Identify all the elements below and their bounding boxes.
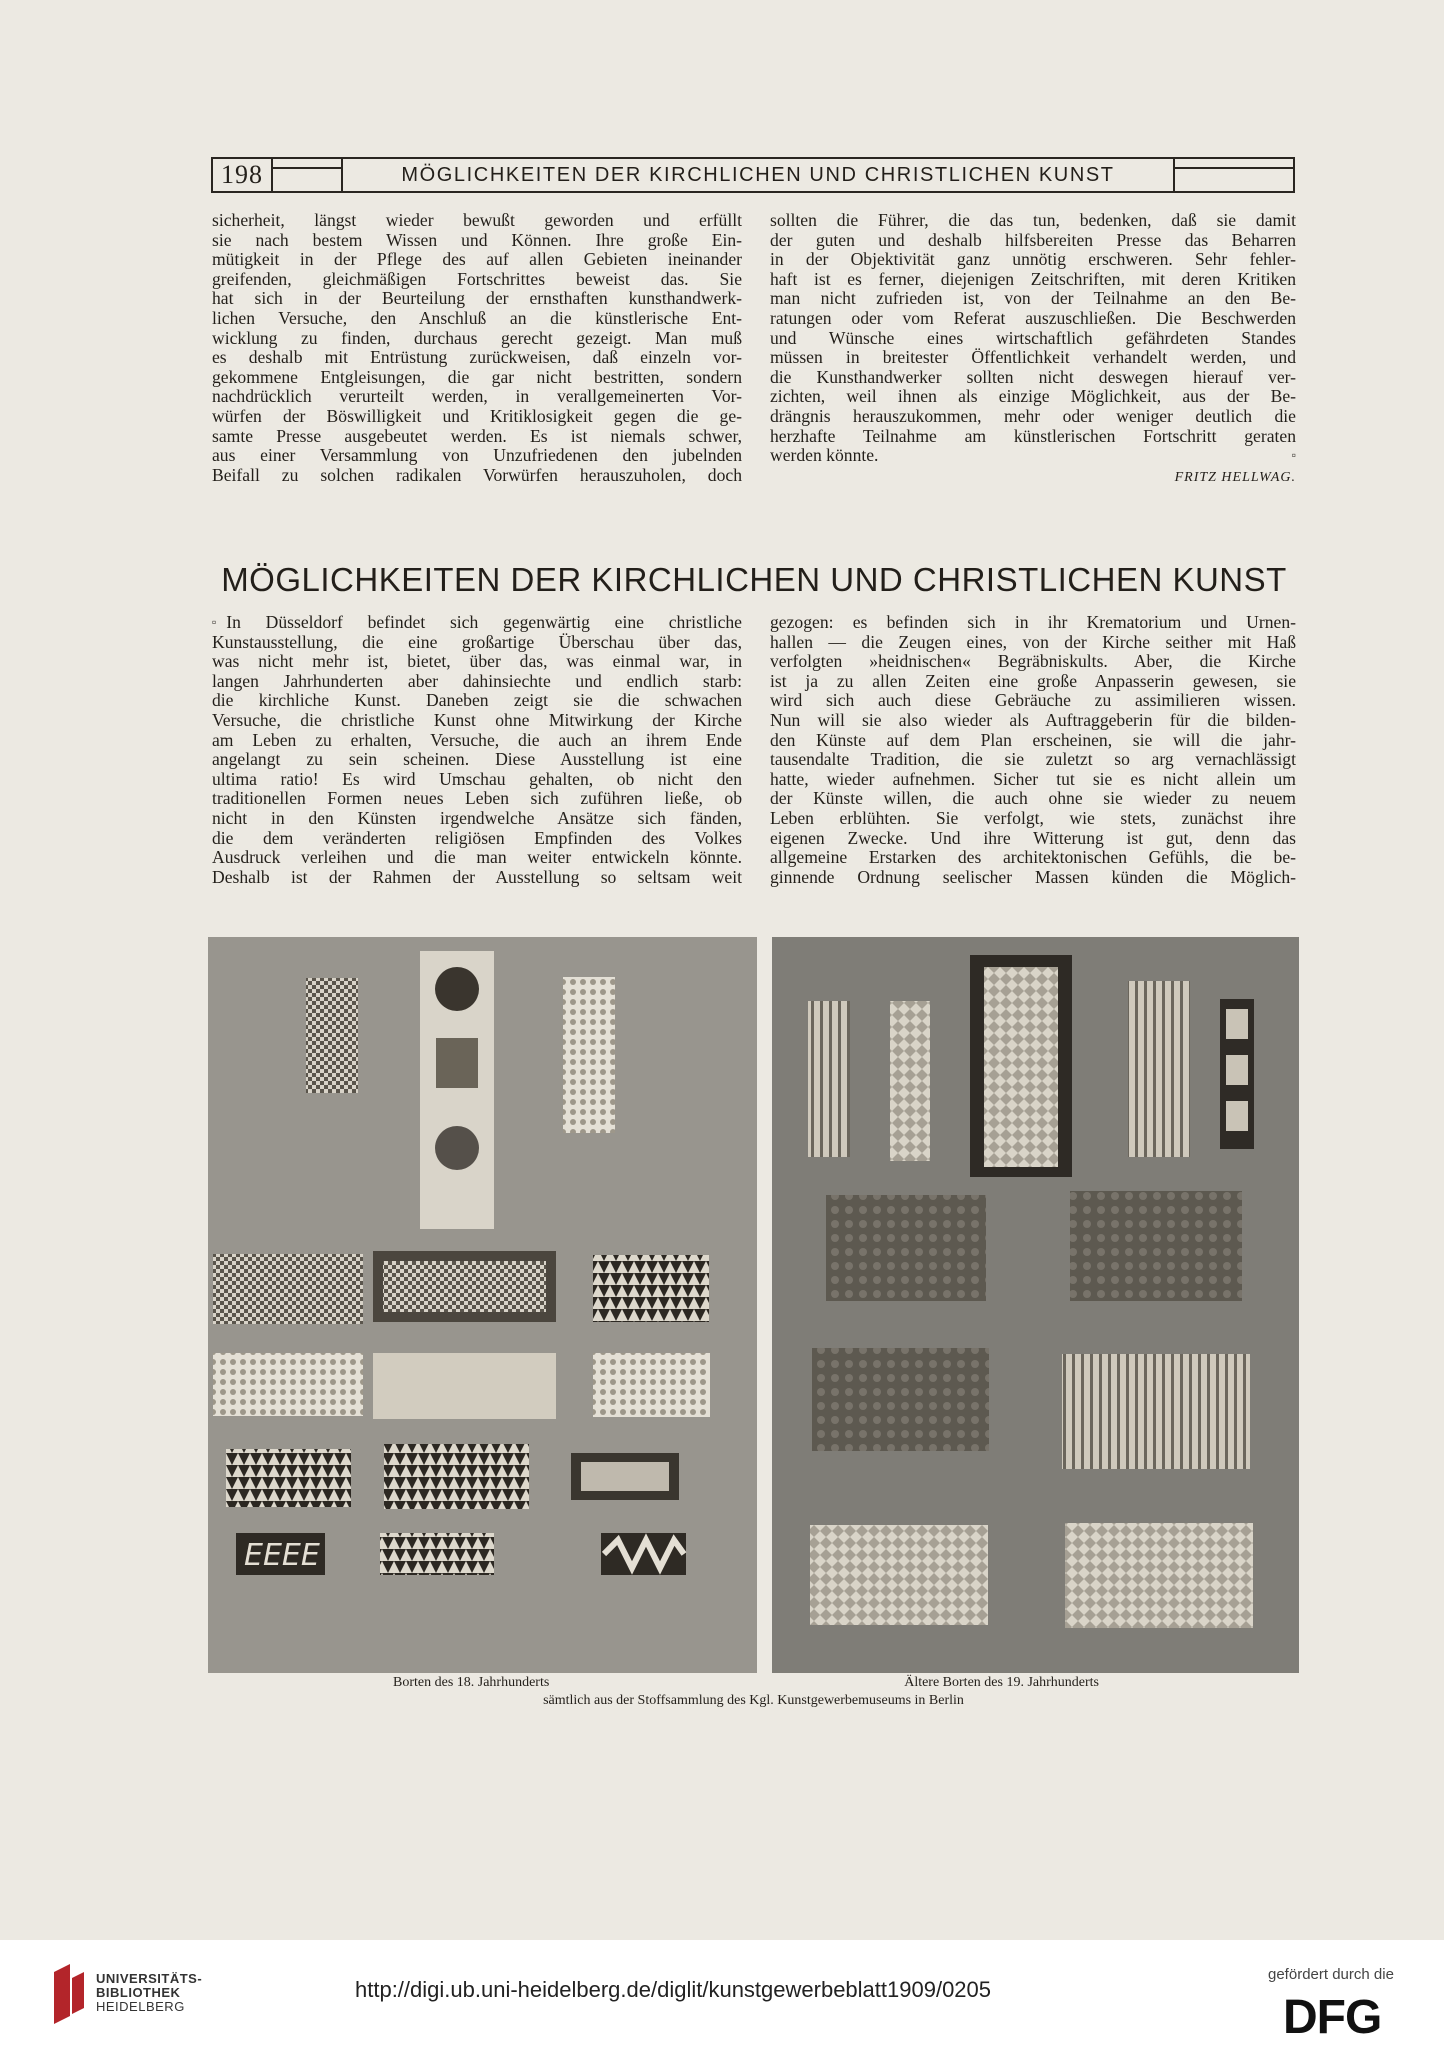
dfg-logo: DFG <box>1283 1991 1382 2044</box>
border-velvet-damask <box>1070 1191 1242 1301</box>
border-scroll-dark <box>213 1254 363 1324</box>
text-line: verfolgten »heidnischen« Begräbniskults. Aber, die Kirche <box>770 651 1296 672</box>
text-line: angelangt zu sein scheinen. Diese Ausstellung ist eine <box>212 749 742 770</box>
text-line: traditionellen Formen neues Leben sich zuführen ließe, ob <box>212 788 742 809</box>
text-line: Versuche, die christliche Kunst ohne Mitwirkung der Kirche <box>212 709 742 730</box>
text-line: in der Objektivität ganz unnötig erschweren. Sehr fehler- <box>770 249 1296 270</box>
text-line: sicherheit, längst wieder bewußt geworden und erfüllt <box>212 210 742 230</box>
text-line: mütigkeit in der Pflege des auf allen Gebieten ineinander <box>212 249 742 270</box>
author-signature: FRITZ HELLWAG. <box>1174 469 1296 485</box>
right-figure-caption: Ältere Borten des 19. Jahrhunderts <box>904 1675 1099 1690</box>
text-line: ist ja zu allen Zeiten eine große Anpasserin gewesen, sie <box>770 670 1296 691</box>
left-figure-caption: Borten des 18. Jahrhunderts <box>393 1675 550 1690</box>
border-bird-medallion <box>812 1348 989 1451</box>
running-header <box>211 157 1295 193</box>
text-line: drängnis herauszukommen, mehr oder weniger deutlich die <box>770 405 1296 426</box>
paragraph-mark-icon: ▫ <box>212 615 217 629</box>
text-line: die Kunsthandwerker sollten nicht deswegen hierauf ver- <box>770 366 1296 387</box>
border-acanthus-light <box>1065 1523 1253 1628</box>
text-line: Kunstausstellung, die eine großartige Überschau über das, <box>212 631 742 652</box>
svg-text:EEEE: EEEE <box>244 1538 320 1573</box>
text-line: gekommene Entgleisungen, die gar nicht bestritten, sondern <box>212 366 742 387</box>
text-line: hat sich in der Beurteilung der ernsthaften kunsthandwerk- <box>212 288 742 309</box>
photo-borders-18th-century <box>208 937 757 1673</box>
end-mark-icon: ▫ <box>1291 448 1296 463</box>
text-line: werden könnte. ▫ <box>770 445 1296 466</box>
border-velvet-leaf <box>826 1195 986 1301</box>
border-palmette-row <box>1062 1354 1250 1469</box>
text-line: die kirchliche Kunst. Daneben zeigt sie die schwachen <box>212 690 742 711</box>
text-line: es deshalb mit Entrüstung zurückweisen, daß einzeln vor- <box>212 347 742 368</box>
text-line: die dem veränderten religiösen Empfinden des Volkes <box>212 827 742 848</box>
top-left-column <box>212 211 742 485</box>
text-line: der Künste willen, die auch ohne sie wieder zu neuem <box>770 788 1296 809</box>
border-narrow-floral <box>890 1001 930 1161</box>
text-line: tausendalte Tradition, die sie zuletzt so arg vernachlässigt <box>770 749 1296 770</box>
text-line: ginnende Ordnung seelischer Massen künden die Möglich- <box>770 866 1296 887</box>
text-line: aus einer Versammlung von Unzufriedenen den jubelnden <box>212 445 742 466</box>
border-wave-medallion <box>226 1449 351 1507</box>
library-name: UNIVERSITÄTS- BIBLIOTHEK HEIDELBERG <box>96 1971 203 2014</box>
text-line: langen Jahrhunderten aber dahinsiechte und endlich starb: <box>212 670 742 691</box>
text-line: am Leben zu erhalten, Versuche, die auch an ihrem Ende <box>212 729 742 750</box>
text-line: hatte, wieder aufnehmen. Sicher tut sie es nicht allein um <box>770 768 1296 789</box>
text-line: samte Presse ausgebeutet werden. Es ist niemals schwer, <box>212 425 742 446</box>
text-line: ▫ In Düsseldorf befindet sich gegenwärtig eine christliche <box>212 612 742 632</box>
text-line: allgemeine Erstarken des architektonischen Gefühls, die be- <box>770 847 1296 868</box>
article-title: MÖGLICHKEITEN DER KIRCHLICHEN UND CHRISTLICHEN KUNST <box>221 561 1287 598</box>
page-number: 198 <box>213 159 273 191</box>
border-eagle-small <box>306 978 358 1093</box>
text-line: müssen in breitester Öffentlichkeit verhandelt werden, und <box>770 347 1296 368</box>
border-narrow-eagle <box>808 1001 850 1157</box>
funding-label: gefördert durch die <box>1268 1966 1394 1983</box>
text-line: der guten und deshalb hilfsbereiten Presse das Beharren <box>770 229 1296 250</box>
article-left-column <box>212 613 742 887</box>
border-chevron <box>380 1533 494 1575</box>
text-line: gezogen: es befinden sich in ihr Krematorium und Urnen- <box>770 612 1296 632</box>
border-bird-pattern <box>384 1444 529 1509</box>
photo-borders-19th-century <box>772 937 1299 1673</box>
text-line: Ausdruck verleihen und die man weiter entwickeln könnte. <box>212 847 742 868</box>
text-line: haft ist es ferner, diejenigen Zeitschriften, mit deren Kritiken <box>770 268 1296 289</box>
text-line: sie nach bestem Wissen und Können. Ihre große Ein- <box>212 229 742 250</box>
text-line: was nicht mehr ist, bietet, über das, was einmal war, in <box>212 651 742 672</box>
article-right-column <box>770 613 1296 887</box>
border-leaf-pattern <box>563 977 615 1133</box>
text-line: Deshalb ist der Rahmen der Ausstellung so seltsam weit <box>212 866 742 887</box>
text-line: nicht in den Künsten irgendwelche Ansätze sich fänden, <box>212 807 742 828</box>
figure-captions <box>208 1675 1299 1709</box>
text-line: ratungen oder vom Referat auszuschließen. Die Beschwerden <box>770 307 1296 328</box>
text-line: herzhafte Teilnahme am künstlerischen Fortschritt geraten <box>770 425 1296 446</box>
text-line: hallen — die Zeugen eines, von der Kirche seither mit Haß <box>770 631 1296 652</box>
text-line: den Künste auf dem Plan erscheinen, sie will die jahr- <box>770 729 1296 750</box>
border-light-scroll <box>213 1353 363 1416</box>
source-url-link[interactable]: http://digi.ub.uni-heidelberg.de/diglit/kunstgewerbeblatt1909/0205 <box>355 1977 992 2002</box>
library-logo-icon <box>52 1964 86 2024</box>
border-light-floral <box>593 1353 710 1417</box>
top-right-column <box>770 211 1296 487</box>
text-line: Leben erblühten. Sie verfolgt, wie stets, zunächst ihre <box>770 807 1296 828</box>
border-flower-dark <box>593 1255 709 1322</box>
text-line: und Wünsche eines wirtschaftlich gefährdeten Standes <box>770 327 1296 348</box>
border-eagles-vertical <box>1128 981 1190 1157</box>
text-line: greifenden, gleichmäßigen Fortschrittes beweist das. Sie <box>212 268 742 289</box>
text-line: ultima ratio! Es wird Umschau gehalten, ob nicht den <box>212 768 742 789</box>
text-line: lichen Versuche, den Anschluß an die künstlerische Ent- <box>212 307 742 328</box>
header-rule-left <box>273 159 343 191</box>
shared-figure-caption: sämtlich aus der Stoffsammlung des Kgl. Kunstgewerbemuseums in Berlin <box>543 1693 964 1708</box>
running-title: MÖGLICHKEITEN DER KIRCHLICHEN UND CHRISTLICHEN KUNST <box>401 163 1115 186</box>
border-medallion-light <box>810 1525 988 1625</box>
text-line: eigenen Zwecke. Und ihre Witterung ist gut, denn das <box>770 827 1296 848</box>
text-line: Beifall zu solchen radikalen Vorwürfen herauszuholen, doch <box>212 464 742 485</box>
text-line: wicklung zu finden, durchaus gerecht gezeigt. Man muß <box>212 327 742 348</box>
text-line: nachdrücklich verurteilt werden, in verallgemeinerten Vor- <box>212 386 742 407</box>
text-line: sollten die Führer, die das tun, bedenken, daß sie damit <box>770 210 1296 230</box>
text-line: Nun will sie also wieder als Auftraggeberin für die bilden- <box>770 709 1296 730</box>
header-rule-right <box>1173 159 1293 191</box>
text-line: würfen der Böswilligkeit und Kritiklosigkeit gegen die ge- <box>212 405 742 426</box>
text-line: man nicht zufrieden ist, von der Teilnahme an den Be- <box>770 288 1296 309</box>
text-line: wird sich auch diese Gebräuche zu assimilieren wissen. <box>770 690 1296 711</box>
digitization-footer <box>0 1940 1444 2051</box>
border-light-diamond <box>373 1353 556 1419</box>
text-line: zichten, weil ihnen als einzige Möglichkeit, aus der Be- <box>770 386 1296 407</box>
